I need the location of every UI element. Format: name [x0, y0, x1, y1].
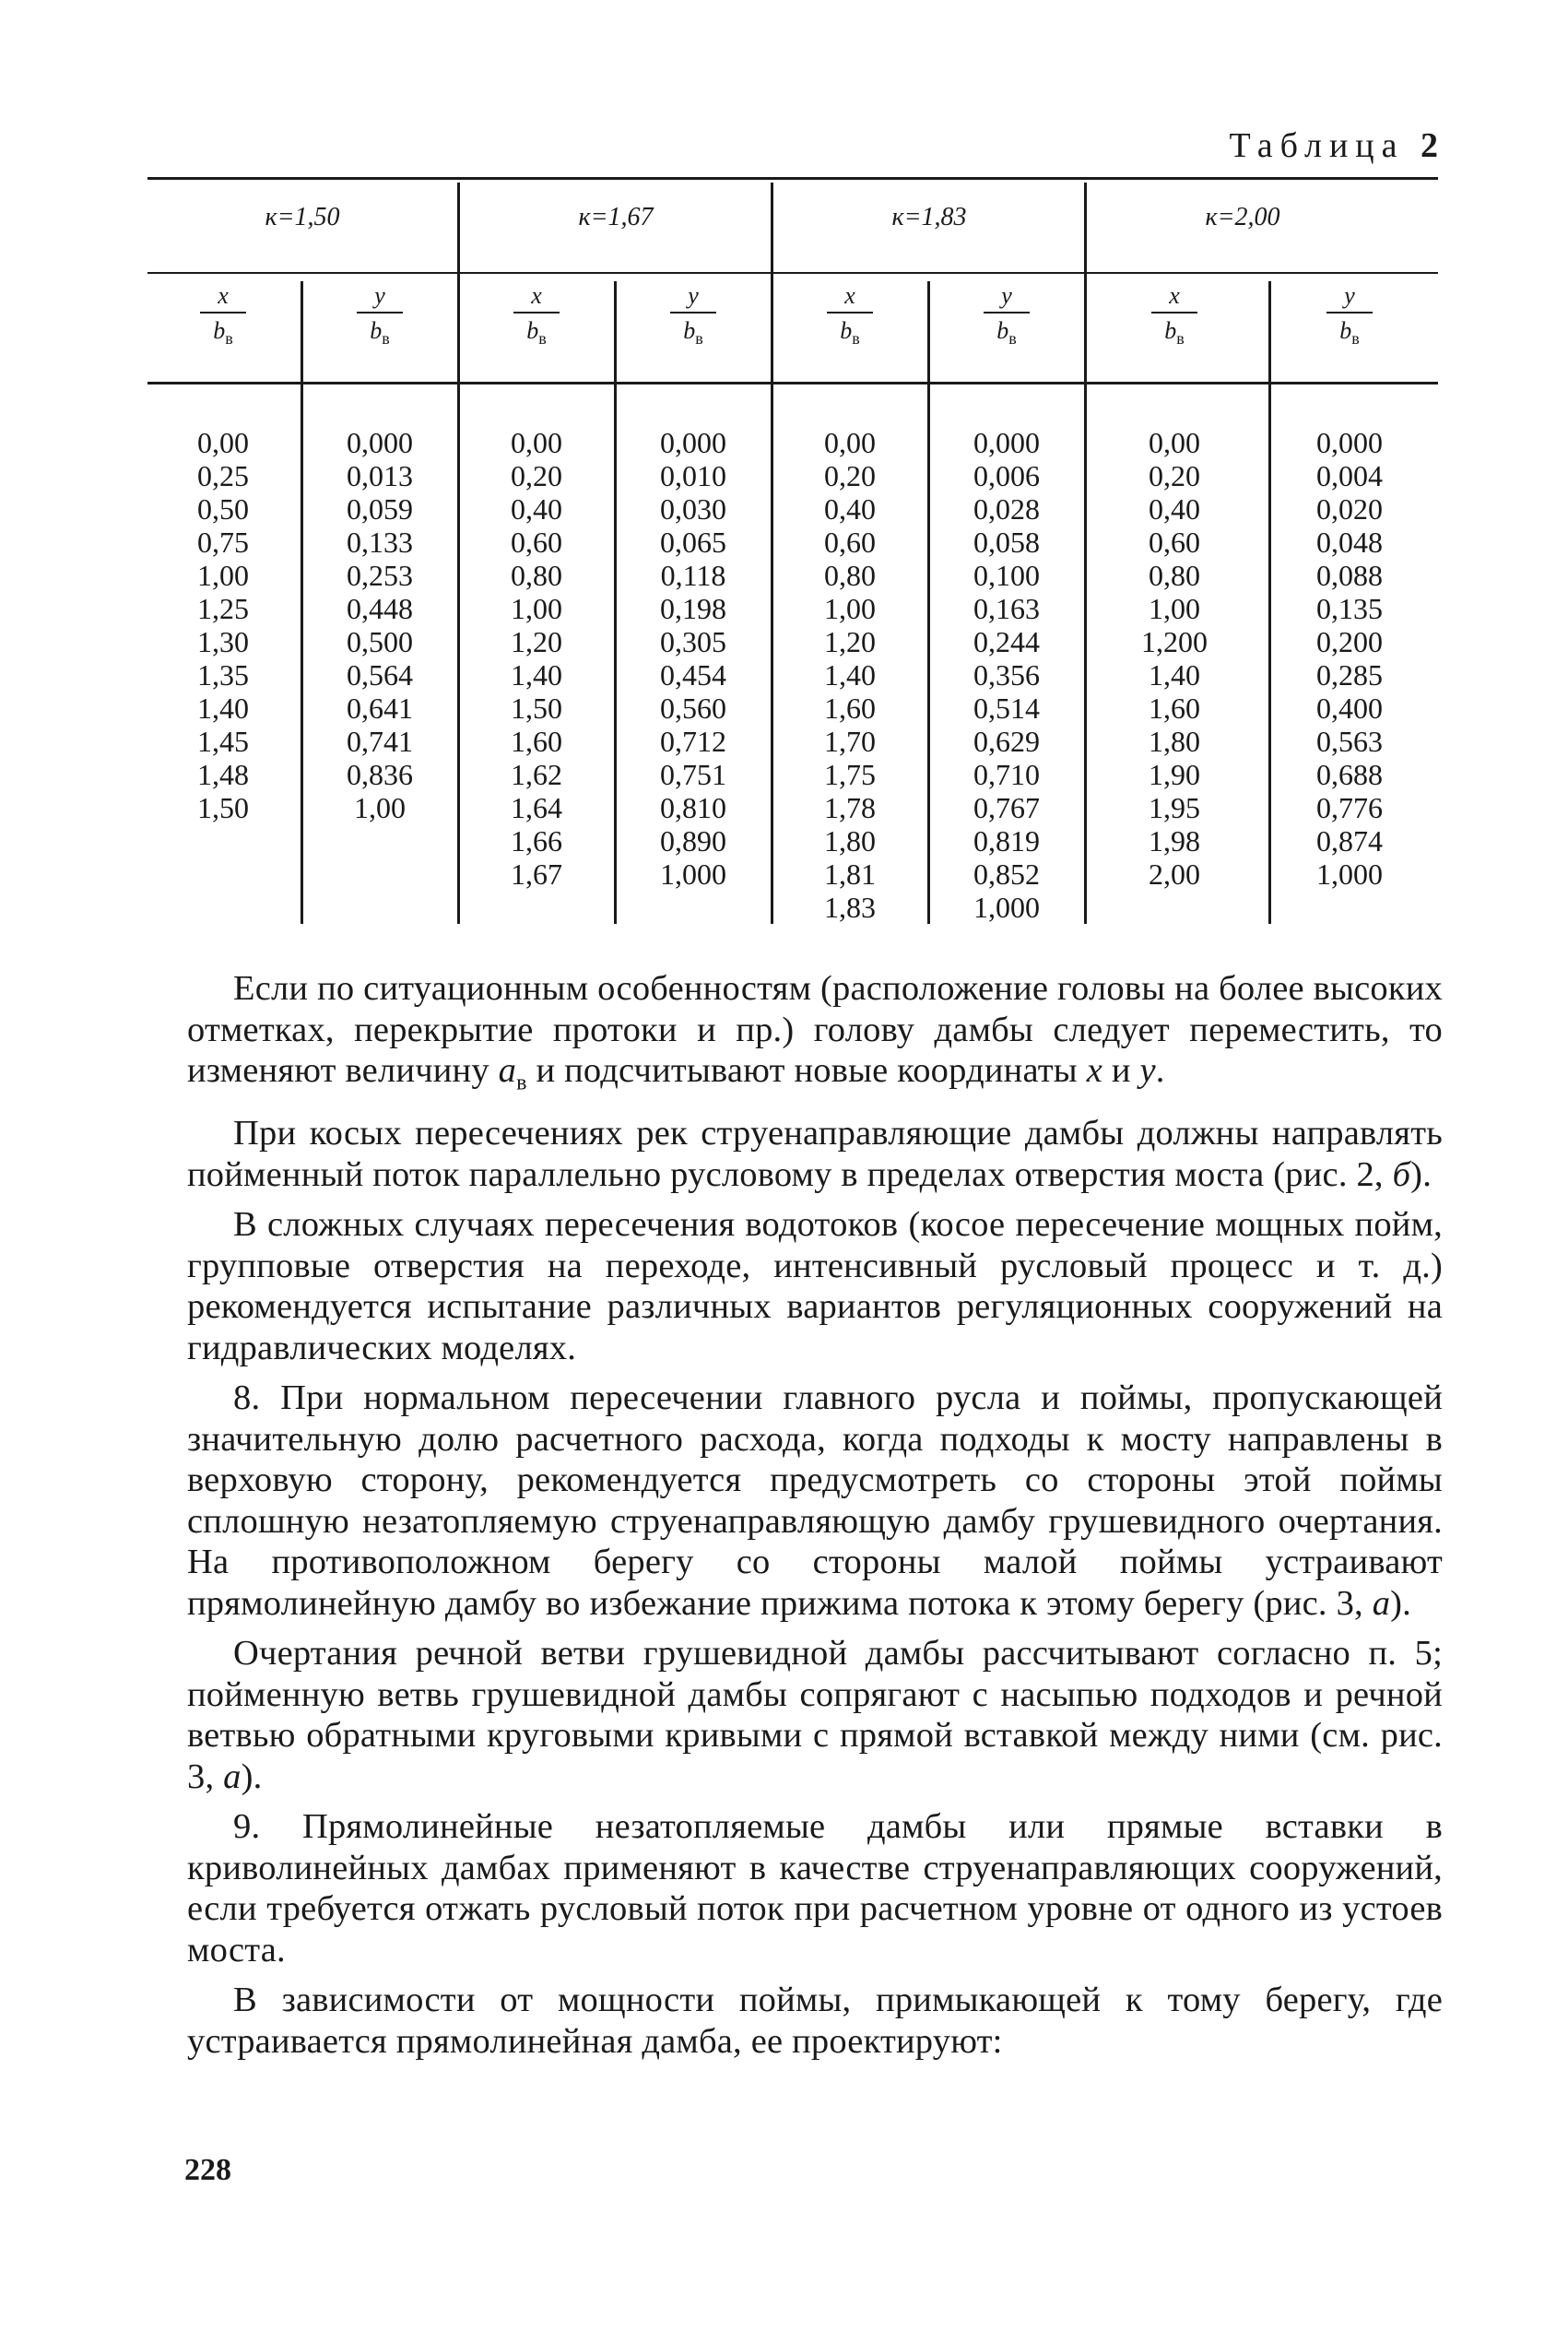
header-y-over-b: y $b_в$ [1272, 284, 1427, 350]
table-cell: 0,010 [660, 459, 726, 492]
table-title-word: Таблица [1229, 126, 1405, 165]
paragraph: В сложных случаях пересечения водотоков (косое пересечение мощных пойм, групповые отверстия на переходе, интенсивный русловый процесс и т. д.) рекомендуется испытание различных вариантов регуляционных сооружений на гидравлических моделях. [187, 1205, 1443, 1367]
table-cell: 1,83 [824, 891, 876, 924]
table-cell: 0,50 [197, 492, 249, 526]
table-cell: 0,80 [1149, 559, 1200, 592]
table-cell: 1,00 [824, 592, 876, 625]
table-cell: 1,64 [511, 791, 562, 824]
table-cell: 1,40 [197, 692, 249, 725]
table-cell: 0,028 [973, 492, 1040, 526]
k-label-group-3: к=1,83 [891, 203, 967, 231]
header-y-over-b: y $b_в$ [302, 284, 457, 350]
table-cell: 0,253 [347, 559, 413, 592]
table-title-number: 2 [1421, 126, 1438, 165]
table-cell: 1,40 [824, 658, 876, 692]
table-cell: 0,00 [1149, 426, 1200, 459]
table-cell: 0,163 [973, 592, 1040, 625]
table-cell: 1,70 [824, 725, 876, 758]
page-number: 228 [184, 2153, 231, 2187]
table-cell: 0,852 [973, 857, 1040, 891]
table-cell: 0,60 [1149, 526, 1200, 559]
group-header-rule [147, 272, 1438, 274]
table-cell: 0,564 [347, 658, 413, 692]
table-cell: 0,059 [347, 492, 413, 526]
table-cell: 0,810 [660, 791, 726, 824]
table-cell: 1,80 [1149, 725, 1200, 758]
table-cell: 1,00 [354, 791, 406, 824]
table-cell: 0,836 [347, 758, 413, 791]
table-cell: 1,00 [511, 592, 562, 625]
table-cell: 0,088 [1316, 559, 1383, 592]
table-cell: 0,80 [511, 559, 562, 592]
header-x-over-b: x $b_в$ [146, 284, 301, 350]
table-cell: 1,98 [1149, 824, 1200, 857]
paragraph: 9. Прямолинейные незатопляемые дамбы или прямые вставки в криволинейных дамбах применяют в качестве струенаправляющих сооружений, если требуется отжать русловый поток при расчетном уровне от одного из устоев моста. [187, 1807, 1443, 1969]
header-x-over-b: x $b_в$ [459, 284, 614, 350]
table-cell: 0,563 [1316, 725, 1383, 758]
table-cell: 0,40 [511, 492, 562, 526]
header-y-over-b: y $b_в$ [929, 284, 1084, 350]
table-cell: 0,710 [973, 758, 1040, 791]
table-cell: 1,50 [511, 692, 562, 725]
table-cell: 0,200 [1316, 625, 1383, 658]
table-cell: 0,448 [347, 592, 413, 625]
table-cell: 0,285 [1316, 658, 1383, 692]
table-cell: 0,065 [660, 526, 726, 559]
table-cell: 0,751 [660, 758, 726, 791]
column-x-k183 [772, 426, 927, 924]
column-y-k150 [302, 426, 457, 824]
table-cell: 1,95 [1149, 791, 1200, 824]
table-cell: 0,641 [347, 692, 413, 725]
table-cell: 1,81 [824, 857, 876, 891]
table-cell: 1,62 [511, 758, 562, 791]
header-y-over-b: y $b_в$ [616, 284, 771, 350]
table-cell: 0,20 [824, 459, 876, 492]
table-cell: 1,20 [511, 625, 562, 658]
table-cell: 0,776 [1316, 791, 1383, 824]
table-cell: 0,006 [973, 459, 1040, 492]
table-cell: 0,819 [973, 824, 1040, 857]
table-cell: 0,767 [973, 791, 1040, 824]
table-cell: 1,200 [1141, 625, 1208, 658]
table-cell: 1,000 [1316, 857, 1383, 891]
table-cell: 1,000 [973, 891, 1040, 924]
table-cell: 1,35 [197, 658, 249, 692]
table-cell: 1,60 [1149, 692, 1200, 725]
table-cell: 0,25 [197, 459, 249, 492]
table-cell: 0,058 [973, 526, 1040, 559]
table-cell: 0,133 [347, 526, 413, 559]
table-cell: 0,00 [824, 426, 876, 459]
header-x-over-b: x $b_в$ [1097, 284, 1252, 350]
table-cell: 0,874 [1316, 824, 1383, 857]
table-cell: 1,60 [824, 692, 876, 725]
table-cell: 1,50 [197, 791, 249, 824]
table-cell: 1,90 [1149, 758, 1200, 791]
table-cell: 0,000 [660, 426, 726, 459]
paragraph: При косых пересечениях рек струенаправляющие дамбы должны направлять пойменный поток параллельно русловому в пределах отверстия моста (рис. 2, б). [187, 1114, 1443, 1194]
k-label-group-4: к=2,00 [1205, 203, 1280, 231]
table-cell: 0,514 [973, 692, 1040, 725]
table-cell: 1,48 [197, 758, 249, 791]
table-cell: 0,40 [824, 492, 876, 526]
table-cell: 0,890 [660, 824, 726, 857]
table-cell: 0,00 [197, 426, 249, 459]
table-cell: 1,30 [197, 625, 249, 658]
table-cell: 0,305 [660, 625, 726, 658]
table-cell: 1,00 [197, 559, 249, 592]
table-cell: 0,020 [1316, 492, 1383, 526]
table-cell: 0,20 [511, 459, 562, 492]
table-cell: 0,356 [973, 658, 1040, 692]
table-cell: 0,80 [824, 559, 876, 592]
table-cell: 0,100 [973, 559, 1040, 592]
table-cell: 0,60 [824, 526, 876, 559]
table-cell: 1,000 [660, 857, 726, 891]
paragraph: Очертания речной ветви грушевидной дамбы рассчитывают согласно п. 5; пойменную ветвь грушевидной дамбы сопрягают с насыпью подходов и речной ветвью обратными круговыми кривыми с прямой вставкой между ними (см. рис. 3, а). [187, 1634, 1443, 1796]
table-cell: 0,00 [511, 426, 562, 459]
table-cell: 1,25 [197, 592, 249, 625]
table-cell: 0,004 [1316, 459, 1383, 492]
column-y-k200 [1272, 426, 1427, 891]
k-label-group-1: к=1,50 [265, 203, 340, 231]
column-x-k150 [146, 426, 301, 824]
table-cell: 1,40 [511, 658, 562, 692]
k-label-group-2: к=1,67 [578, 203, 654, 231]
group-divider [1084, 183, 1087, 924]
table-cell: 0,40 [1149, 492, 1200, 526]
header-x-over-b: x $b_в$ [772, 284, 927, 350]
table-cell: 0,629 [973, 725, 1040, 758]
table-cell: 0,135 [1316, 592, 1383, 625]
table-cell: 0,000 [973, 426, 1040, 459]
table-cell: 0,560 [660, 692, 726, 725]
table-cell: 1,67 [511, 857, 562, 891]
table-cell: 1,78 [824, 791, 876, 824]
table-cell: 0,454 [660, 658, 726, 692]
table-cell: 1,00 [1149, 592, 1200, 625]
table-cell: 0,198 [660, 592, 726, 625]
table-cell: 2,00 [1149, 857, 1200, 891]
table-cell: 0,000 [1316, 426, 1383, 459]
table-cell: 0,688 [1316, 758, 1383, 791]
table-cell: 1,45 [197, 725, 249, 758]
table-top-rule [147, 177, 1438, 180]
paragraph: Если по ситуационным особенностям (расположение головы на более высоких отметках, перекрытие протоки и пр.) голову дамбы следует переместить, то изменяют величину $a_в$ и подсчитывают новые координаты x и y. [187, 969, 1443, 1095]
table-cell: 0,741 [347, 725, 413, 758]
table-cell: 0,60 [511, 526, 562, 559]
column-y-k183 [929, 426, 1084, 924]
table-cell: 1,60 [511, 725, 562, 758]
paragraph: 8. При нормальном пересечении главного русла и поймы, пропускающей значительную долю расчетного расхода, когда подходы к мосту направлены в верховую сторону, рекомендуется предусмотреть со стороны этой поймы сплошную незатопляемую струенаправляющую дамбу грушевидного очертания. На противоположном берегу со стороны малой поймы устраивают прямолинейную дамбу во избежание прижима потока к этому берегу (рис. 3, а). [187, 1378, 1443, 1623]
table-cell: 0,000 [347, 426, 413, 459]
table-cell: 0,20 [1149, 459, 1200, 492]
column-divider [1268, 281, 1271, 924]
column-x-k167 [459, 426, 614, 891]
table-cell: 0,75 [197, 526, 249, 559]
body-text [187, 968, 1443, 2071]
table-cell: 0,048 [1316, 526, 1383, 559]
column-y-k167 [616, 426, 771, 891]
table-cell: 1,80 [824, 824, 876, 857]
table-title [1106, 125, 1438, 166]
table-cell: 0,712 [660, 725, 726, 758]
table-cell: 1,20 [824, 625, 876, 658]
column-x-k200 [1097, 426, 1252, 891]
table-cell: 0,500 [347, 625, 413, 658]
table-cell: 1,66 [511, 824, 562, 857]
table-cell: 0,030 [660, 492, 726, 526]
table-cell: 0,244 [973, 625, 1040, 658]
paragraph: В зависимости от мощности поймы, примыкающей к тому берегу, где устраивается прямолинейная дамба, ее проектируют: [187, 1981, 1443, 2061]
table-cell: 0,400 [1316, 692, 1383, 725]
table-cell: 1,40 [1149, 658, 1200, 692]
table-cell: 1,75 [824, 758, 876, 791]
column-header-rule [147, 382, 1438, 384]
table-cell: 0,118 [660, 559, 726, 592]
table-cell: 0,013 [347, 459, 413, 492]
